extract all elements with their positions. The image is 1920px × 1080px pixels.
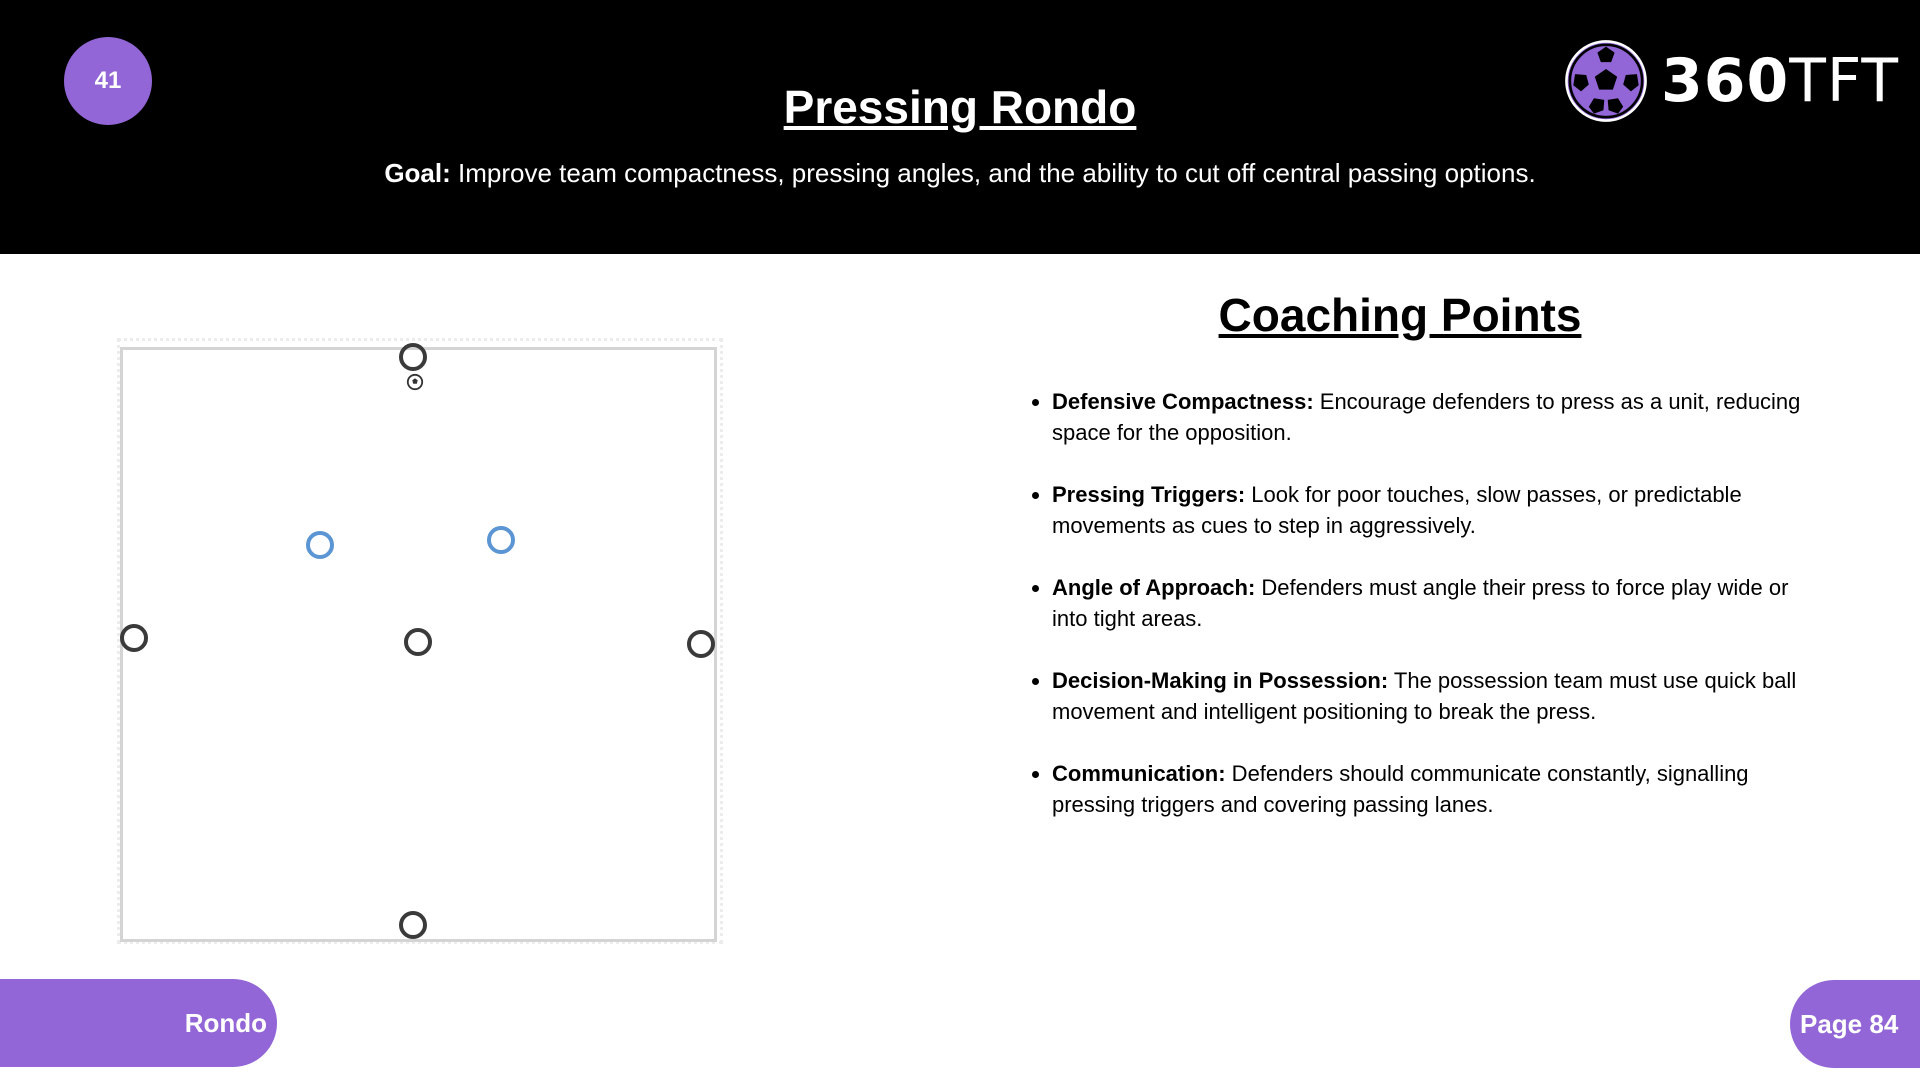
defender-marker-right	[487, 526, 515, 554]
point-text: Defenders must angle their press to force play wide or into tight areas.	[1052, 575, 1789, 631]
list-item	[1052, 665, 1822, 727]
page-number-tab: Page 84	[1790, 980, 1920, 1068]
point-label: Defensive Compactness:	[1052, 389, 1314, 414]
point-label: Communication:	[1052, 761, 1226, 786]
soccer-ball-icon	[1563, 38, 1649, 124]
point-label: Pressing Triggers:	[1052, 482, 1246, 507]
page-title: Pressing Rondo	[783, 81, 1137, 133]
point-text: Encourage defenders to press as a unit, reducing space for the opposition.	[1052, 389, 1801, 445]
list-item	[1052, 386, 1822, 448]
point-label: Angle of Approach:	[1052, 575, 1256, 600]
logo-text-light: TFT	[1789, 46, 1900, 116]
goal-description: Improve team compactness, pressing angles, and the ability to cut off central passing options.	[450, 158, 1536, 188]
goal-text	[0, 158, 1920, 189]
goal-label: Goal:	[384, 158, 451, 188]
coaching-points-list	[1028, 386, 1822, 851]
attacker-marker-center	[404, 628, 432, 656]
brand-logo	[1563, 38, 1899, 124]
attacker-marker-bottom	[399, 911, 427, 939]
attacker-marker-top	[399, 343, 427, 371]
slide-number-badge: 41	[64, 37, 152, 125]
list-item	[1052, 479, 1822, 541]
logo-text-bold: 360	[1661, 46, 1790, 116]
defender-marker-left	[306, 531, 334, 559]
header-bar	[0, 0, 1920, 254]
section-tab: Rondo	[0, 979, 277, 1067]
attacker-marker-right	[687, 630, 715, 658]
list-item	[1052, 572, 1822, 634]
ball-icon	[406, 373, 424, 391]
point-text: Defenders should communicate constantly, signalling pressing triggers and covering passing lanes.	[1052, 761, 1749, 817]
point-text: Look for poor touches, slow passes, or predictable movements as cues to step in aggressively.	[1052, 482, 1742, 538]
logo-text	[1661, 46, 1899, 116]
attacker-marker-left	[120, 624, 148, 652]
list-item	[1052, 758, 1822, 820]
point-label: Decision-Making in Possession:	[1052, 668, 1389, 693]
point-text: The possession team must use quick ball movement and intelligent positioning to break the press.	[1052, 668, 1797, 724]
coaching-points-title: Coaching Points	[1218, 289, 1582, 341]
